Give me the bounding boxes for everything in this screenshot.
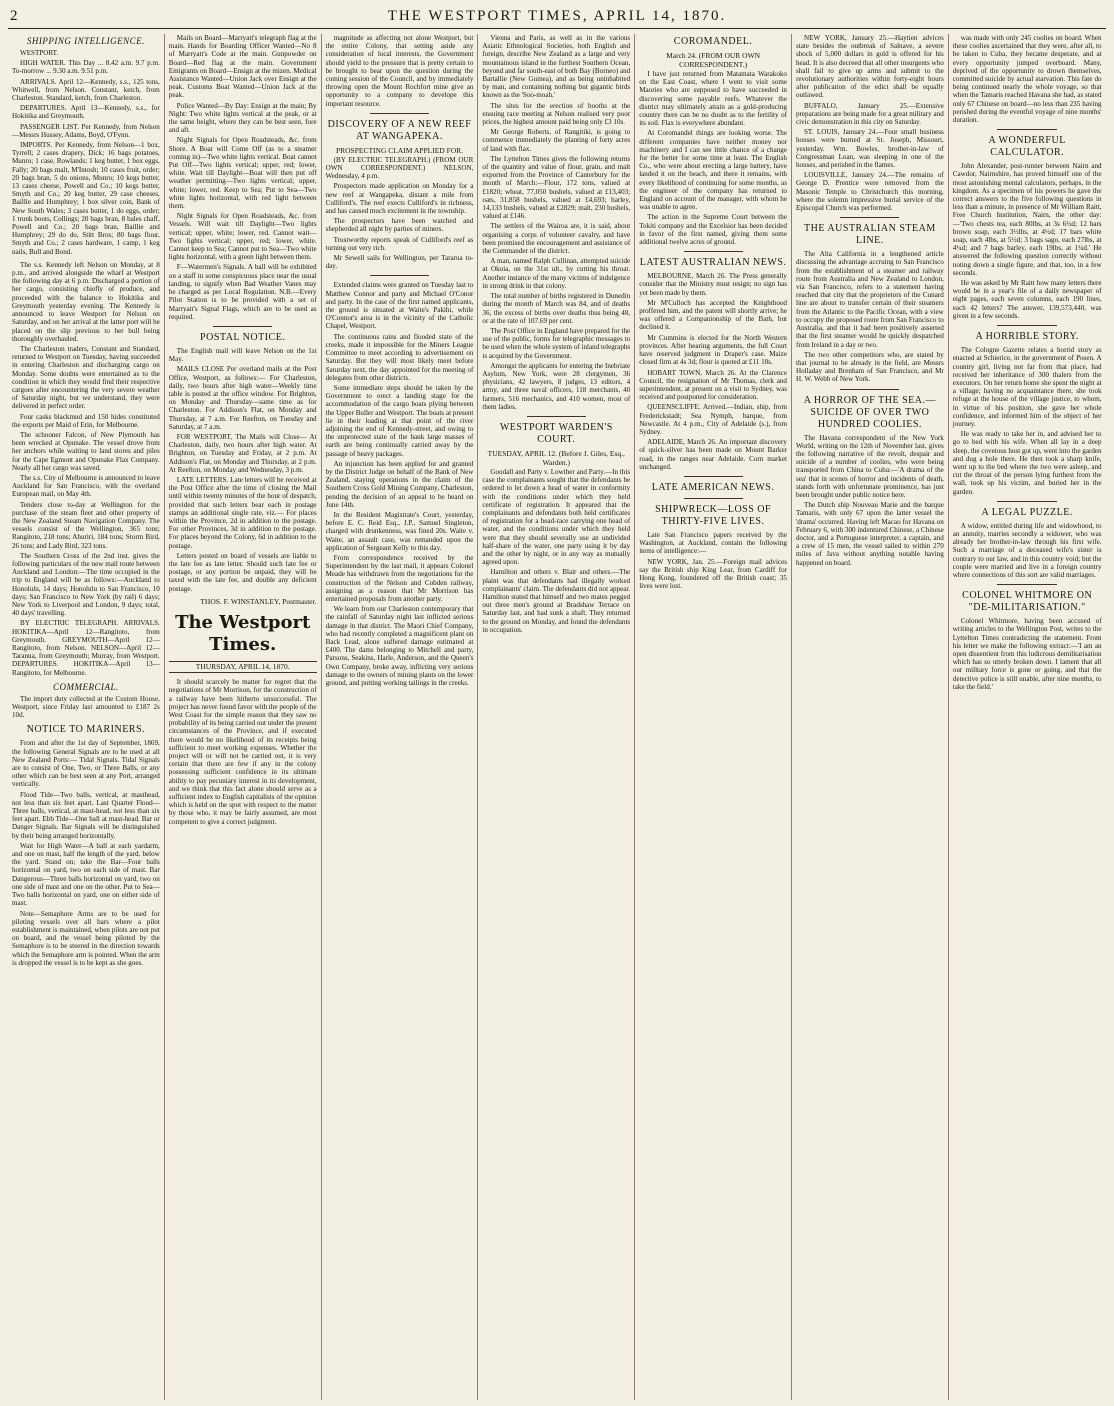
divider xyxy=(840,217,899,218)
article-headline: A WONDERFUL CALCULATOR. xyxy=(988,135,1066,159)
paragraph: The total number of births registered in Dunedin during the month of March was 84, and of deaths 36, the excess of births over deaths thus being 48, or at the rate of 107.69 per cent. xyxy=(482,292,631,325)
paragraph: (BY ELECTRIC TELEGRAPH.) (FROM OUR OWN CORRESPONDENT.) NELSON, Wednesday, 4 p.m. xyxy=(325,155,474,181)
article-headline: POSTAL NOTICE. xyxy=(200,331,286,343)
column-7 xyxy=(949,34,1106,1400)
divider xyxy=(370,113,429,114)
article xyxy=(639,36,787,246)
section-heading: COMMERCIAL. xyxy=(53,681,119,692)
article-headline: LATEST AUSTRALIAN NEWS. xyxy=(639,257,787,269)
article xyxy=(326,281,474,687)
paragraph: The Havana correspondent of the New York World, writing on the 12th of November last, gives the following narrative of the revolt, despair and suicide of a number of coolies, who were being transported from China to Cuba:—'A drama of the sea' that in scenes of horror and incidents of death, stands forth with unfortunate prominence, has just been brought under public notice here. xyxy=(795,433,944,499)
paragraph: Mr M'Culloch has accepted the Knighthood proffered him, and the patent will shortly arrive; he was offered a Companionship of the Bath, but declined it. xyxy=(639,298,787,332)
article xyxy=(639,257,787,471)
divider xyxy=(527,416,586,417)
editorial-dateline: THURSDAY, APRIL 14, 1870. xyxy=(169,661,317,673)
paragraph: Tenders close to-day at Wellington for the purchase of the steam fleet and other property of the New Zealand Steam Navigation Company. The vessels consist of the Wellington, 365 tons; Rangitoto, 218 tons; Ahuriri, 184 tons; Storm Bird, 26 tons; and Lady Bird, 323 tons. xyxy=(12,500,160,550)
section-heading: SHIPPING INTELLIGENCE. xyxy=(26,36,145,46)
article xyxy=(326,34,474,108)
article xyxy=(169,326,317,327)
paragraph: The action in the Supreme Court between the Tokiti company and the Excelsior has been decided in favor of the first named, giving them some additional twelve acres of ground. xyxy=(639,213,787,247)
paragraph: Police Wanted—By Day: Ensign at the main; By Night: Two white lights vertical at the peak, or at the same height, where they can be best seen, fore and aft. xyxy=(168,101,317,135)
article xyxy=(796,217,944,218)
paragraph: HOBART TOWN, March 26. At the Clarence Council, the resignation of Mr Thomas, clerk and superintendent, at present on a visit to Sydney, was received and postponed for consideration. xyxy=(639,368,787,402)
column-2 xyxy=(165,34,322,1400)
paragraph: The English mail will leave Nelson on the 1st May. xyxy=(168,346,317,364)
article xyxy=(953,501,1102,502)
article xyxy=(953,331,1102,496)
article xyxy=(169,661,317,673)
divider xyxy=(997,325,1057,326)
newspaper-title: THE WESTPORT TIMES, APRIL 14, 1870. xyxy=(387,8,727,24)
paragraph: Hamilton and others v. Blair and others.—The plaint was that defendants had illegally worked complainants' claim. The defendants did not appear. Hamilton stated that himself and two mates pegged out three men's ground at Bradshaw Terrace on Saturday last, and had sunk a shaft. They returned to the ground on Monday, and found the defendants in occupation. xyxy=(482,568,631,634)
paragraph: Goodall and Party v. Lowther and Party.—In this case the complainants sought that the defendants be ordered to let down a head of water in conformity with the conditions under which they held certificate of registration. It appeared that the complainants and defendants both held certificates of registration for a head-race carrying one head of water, and the conditions under which they held were that they should severally use an undivided half-share of the water, one party using it by day and the other by night, or in any way as mutually agreed upon. xyxy=(482,467,631,567)
paragraph: Some immediate steps should be taken by the Government to erect a landing stage for the accommodation of the cargo boats plying between the Upper Buller and Westport. The boats at present lie in their loading at that point of the river adjoining the end of Kennedy-street, and owing to the unprotected state of the bank large masses of earth are being continually carried away by the passage of heavy packages. xyxy=(325,383,474,458)
paragraph: magnitude as affecting not alone Westport, but the entire Colony, that setting aside any consideration of local interests, the Government should yield to the pressure that is pretty certain to be brought to bear upon the question during the coming session of the Council, and by immediately throwing open the Mount Rochfort mine give an opportunity to a company to develope this important resource. xyxy=(325,34,474,108)
article xyxy=(953,34,1102,124)
paragraph: The Post Office in England have prepared for the use of the public, forms for telegraphic messages to be used when the whole system of inland telegraphs is acquired by the Government. xyxy=(482,326,631,360)
paragraph: IMPORTS. Per Kennedy, from Nelson—1 box, Tyrrell; 2 cases drapery, Dick; 16 bags potatoes, Munro; 1 case, Rowlands; 1 keg butter, 1 box eggs, Fally; 20 bags malt, M'Intosh; 10 cases fruit, order; 20 bags bran, 5 do onions, Munro; 10 kegs butter, 13 cases cheese, Powell and Co.; 10 kegs butter, Smyth and Co.; 20 keg butter, 29 case cheeses, Baillie and Humphrey; 1 box silver coin, Bank of New South Wales; 3 cases butter, 1 do eggs, order; 1 trunk boots, Collings; 20 bags bran, 8 bales chaff, Powell and Co.; 20 bags bran, Baillie and Humphrey; 29 do do, Stitt Bros; 80 bags flour, Smyth and Co.; 2 cases hardware, 1 camp, 1 keg nails, Bull and Bond. xyxy=(12,141,160,256)
divider xyxy=(997,129,1057,130)
paragraph: ADELAIDE, March 26. An important discovery of quick-silver has been made on Mount Barker road, in the ranges near Adelaide. Corn market unchanged. xyxy=(639,438,787,471)
article xyxy=(953,129,1102,130)
article xyxy=(796,395,944,567)
paragraph: Letters posted on board of vessels are liable to the late fee as late letter. Should such late fee or postage, or any portion be unpaid, they will be taxed with the late fee, and double any deficient postage. xyxy=(168,551,317,593)
paragraph: Note—Semaphore Arms are to be used for piloting vessels over all bars where a pilot establishment is maintained, when pilots are not put on board, and the vessel being piloted by the Semaphore is to be steered in the direction towards which the Semaphore arm is pointed. When the arm is dropped the vessel is to be kept as she goes. xyxy=(12,909,160,967)
column-4 xyxy=(478,34,635,1400)
article-subheading: March 24. (FROM OUR OWN CORRESPONDENT.) xyxy=(666,51,761,69)
divider xyxy=(997,584,1057,585)
paragraph: The import duty collected at the Custom House, Westport, since Friday last amounted to £187 2s 10d. xyxy=(12,694,160,720)
paragraph: The schooner Falcon, of New Plymouth has been wrecked at Opunake. The vessel drove from her anchors while waiting to land stores and piles for the Cape Egmont and Opunake Flax Company. Nearly all her cargo was saved. xyxy=(12,430,160,472)
article xyxy=(953,590,1102,691)
article-subheading: PROSPECTING CLAIM APPLIED FOR. xyxy=(335,145,464,155)
paragraph: He was ready to take her in, and advised her to go to bed with his wife. When all lay in a deep sleep, the covetous host got up, went into the garden and dug a hole there. He then took a sharp knife, went up to the bed where the two were asleep, and cut the throat of the person lying furthest from the wall, took up his victim, and buried her in the garden. xyxy=(952,430,1102,496)
paragraph: Amongst the applicants for entering the Inebriate Asylum, New York, were 28 clergymen, 36 physicians, 42 lawyers, 8 judges, 13 editors, 4 army, and three naval officers, 118 merchants, 40 farmers, 516 mechanics, and 410 women, most of them ladies. xyxy=(482,361,631,411)
article xyxy=(639,504,787,590)
paragraph: A man, named Ralph Cullinan, attempted suicide at Okoia, on the 31st ult., by cutting his throat. Another instance of the many victims of indulgence in strong drink in that colony. xyxy=(482,257,631,290)
paragraph: WESTPORT. xyxy=(20,49,59,57)
divider xyxy=(840,389,899,390)
article xyxy=(169,678,317,826)
divider xyxy=(997,501,1057,502)
article xyxy=(326,275,474,276)
divider xyxy=(684,476,743,477)
article xyxy=(953,584,1102,585)
article xyxy=(169,34,317,321)
article-headline: DISCOVERY OF A NEW REEF AT WANGAPEKA. xyxy=(327,118,472,142)
paragraph: ARRIVALS. April 12—Kennedy, s.s., 125 tons, Whitwell, from Nelson. Constant, ketch, from Charleston. Standard, ketch, from Charleston. xyxy=(12,77,160,103)
paragraph: Mr George Roberts, of Rangitiki, is going to commence immediately the planting of forty acres of land with flax. xyxy=(482,128,631,153)
paragraph: The s.s. Kennedy left Nelson on Monday, at 8 p.m., and arrived alongside the wharf at Westport the following day at 6 p.m. Discharged a portion of her cargo, consisting chiefly of produce, and proceeded with the balance to Hokitika and Greymouth yesterday evening. The Kennedy is announced to leave Westport for Nelson on Saturday, and on her arrival at the latter port will be placed on the slip previous to her bull being thoroughly overhauled. xyxy=(12,260,160,343)
article xyxy=(639,482,787,499)
column-6 xyxy=(792,34,949,1400)
paragraph: BY ELECTRIC TELEGRAPH. ARRIVALS. HOKITIKA—April 12—Rangitoto, from Greymouth. GREYMOUTH—April 12—Rangitoto, from Nelson. NELSON—April 12—Taranua, from Greymouth; Murray, from Westport. DEPARTURES. HOKITIKA—April 13—Rangitoto, for Melbourne. xyxy=(12,619,160,677)
paragraph: HIGH WATER. This Day ... 8.42 a.m. 9.7 p.m. To-morrow ... 9.30 a.m. 9.51 p.m. xyxy=(12,59,160,76)
paragraph: LOUISVILLE, January 24.—The remains of George D. Prentice were removed from the Masonic Temple to Christchurch this morning, where the solemn impressive burial service of the Episcopal Church was performed. xyxy=(795,171,944,213)
article-headline: SHIPWRECK—LOSS OF THIRTY-FIVE LIVES. xyxy=(655,503,772,527)
article xyxy=(796,223,944,383)
column-1 xyxy=(8,34,165,1400)
paragraph: was made with only 245 coolies on board. When these coolies ascertained that they were, after all, to be taken to Cuba, they became desperate, and at every opportunity jumped overboard. Many, deprived of the opportunity to drown themselves, committed suicide by actual starvation. This fate do being continued nearly the whole voyage, so that when the Tamaris reached Havana she had, as stated only 67 Chinese on board—no less than 235 having perished during the eventful voyage of nine months' duration. xyxy=(952,34,1102,125)
article-headline: NOTICE TO MARINERS. xyxy=(26,724,146,736)
paragraph: F—Watermen's Signals. A ball will be exhibited on a staff in some conspicuous place near the usual landing, to signify when Bad Weather Vanes may be charged as per Local Regulation. N.B.—Every Pilot Station is to be provided with a set of Marryatt's Signal Flags, which are to be used as required. xyxy=(168,263,317,321)
article-headline: A LEGAL PUZZLE. xyxy=(981,506,1073,518)
paragraph: NEW YORK, January 25.—Haytien advices state besides the outbreak of Salnave, a severe shock of 5,000 dollars in gold is offered for his head. It is also decreed that all other insurgents who shall fail to give up arms and submit to the revolutionary authorities within forty-eight hours after publication of the edict shall be equally outlawed. xyxy=(795,34,944,100)
article xyxy=(12,682,160,720)
paragraph: The s.s. City of Melbourne is announced to leave Auckland for San Francisco, with the overland European mail, on May 4th. xyxy=(12,473,160,499)
column-5 xyxy=(635,34,792,1400)
article-headline: COLONEL WHITMORE ON "DE-MILITARISATION." xyxy=(962,590,1093,614)
paragraph: MELBOURNE, March 26. The Press generally consider that the Ministry must resign; no sign has yet been made by them. xyxy=(639,272,787,297)
paragraph: The Southern Cross of the 2nd inst. gives the following particulars of the new mail route between Auckland and London:—The time occupied in the trip to England will be as follows:—Auckland to Honolulu, 14 days; Honolulu to San Francisco, 10 days; San Francisco to New York (by rail) 6 days; New York to Liverpool and London, 9 days; total, 40 days' travelling. xyxy=(12,551,160,618)
paragraph: The prospectors have been watched and shepherded all night by parties of miners. xyxy=(325,217,474,234)
paragraph: An injunction has been applied for and granted by the District Judge on behalf of the Bank of New Zealand, staying operations in the claim of the Southern Cross Gold Mining Company, Charleston, pending the decision of an appeal to be heard on June 14th. xyxy=(325,459,474,509)
paragraph: PASSENGER LIST. Per Kennedy, from Nelson—Messrs Hussey, Adams, Boyd, O'Fynn. xyxy=(12,122,160,139)
article xyxy=(169,598,317,606)
article xyxy=(796,389,944,390)
paragraph: I have just returned from Matamata Warakoko on the East Coast, where I went to visit some Maories who are supposed to have succeeded in discovering some payable reefs. Whatever the district may ultimately attain as a gold-producing country there can be no doubt as to the fertility of its soil. Flax is everywhere abundant. xyxy=(639,70,787,128)
article xyxy=(12,261,160,677)
article xyxy=(12,724,160,966)
paragraph: MAILS CLOSE Per overland mails at the Post Office, Westport, as follows:— For Charleston, daily, two hours after high water—Weekly time table is posted at the office window. For Brighton, on Monday and Thursday—same time as for Charleston. For Addison's Flat, on Monday and Thursday, at 7 a.m. For Reefton, on Tuesday and Saturday, at 7 a.m. xyxy=(168,365,317,431)
paragraph: Mr Cummins is elected for the North Western provinces. After hearing arguments, the full Court have reserved judgment in Draper's case. Maize closed firm at 4s 3d; flour is quoted at £11 10s. xyxy=(639,333,787,367)
article-headline: THE AUSTRALIAN STEAM LINE. xyxy=(804,223,936,247)
paragraph: Prospectors made application on Monday for a new reef at Wangapeka, distant a mile from Culliford's. The reef exects Culliford's in richness, and has caused much excitement in the township. xyxy=(325,182,474,216)
article xyxy=(482,34,630,411)
paragraph: We learn from our Charleston contemporary that the rainfall of Saturday night last inflicted serious damage in that district. The Maori Chief Company, who had recently completed a magnificent plant on Back Lead, alone suffered damage estimated at £400. The dams belonging to Mitchell and party, Parsons, Seakins, Harle, Anderson, and the Queen's Own Company, broke away, inflicting very serious damage to the owners of mining plants on the lower ground, and putting working tailings in the creeks. xyxy=(325,605,474,688)
paragraph: Mails on Board—Marryatt's telegraph flag at the main. Hands for Boarding Officer Wanted—No 8 of Marryatt's Code at the main. Gunpowder on Board—Red flag at the main. Government Emigrants on Board—Ensign at the mizen. Medical Assistance Wanted—Union Jack over Ensign at the peak. Customs Boat Wanted—Union Jack at the peak. xyxy=(168,34,317,100)
article-headline: COROMANDEL. xyxy=(673,36,753,47)
paragraph: QUEENSCLIFFE. Arrived.—Indian, ship, from Frederickstadt; Sea Nymph, barque, from Newcastle. At 4 p.m., City of Adelaide (s.), from Sydney. xyxy=(639,403,787,436)
paragraph: The continuous rains and flooded state of the creeks, made it impossible for the Miners League Committee to meet according to advertisement on Saturday. But they will most likely meet before Saturday next, the day appointed for the meeting of delegates from other districts. xyxy=(325,332,474,382)
paragraph: DEPARTURES. April 13—Kennedy, s.s., for Hokitika and Greymouth. xyxy=(12,104,160,121)
paragraph: Night Signals for Open Roadsteads, &c. from Vessels. Will wait till Daylight—Two lights vertical; upper, white; lower, red. Cannot wait—Two lights vertical; upper, red; lower, white. Cannot keep to Sea; Cannot put to Sea—Two white lights horizontal, with a green light between them. xyxy=(168,212,317,262)
paragraph: BUFFALO, January 25.—Extensive preparations are being made for a great military and civic demonstration in this city on Saturday. xyxy=(795,101,944,127)
article xyxy=(953,325,1102,326)
column-3 xyxy=(322,34,479,1400)
masthead xyxy=(8,6,1106,29)
paragraph: Late San Francisco papers received by the Washington, at Auckland, contain the following items of intelligence:— xyxy=(639,530,787,556)
editorial-nameplate: The Westport Times. xyxy=(175,612,311,655)
paragraph: Four casks blackmud and 150 hides constituted the exports per Maid of Erin, for Melbourne. xyxy=(12,412,160,429)
article-subheading: TUESDAY, APRIL 12. (Before J. Giles, Esq., Warden.) xyxy=(487,448,625,467)
page-number: 2 xyxy=(10,8,18,24)
paragraph: At Coromandel things are looking worse. The different companies have neither money nor machinery and I can see little chance of a change for the better for some time at least. The English Co., who were about erecting a large battery, have landed it on the beach, and there it remains, with every likelihood of continuing for some months, as the engineer of the company has returned to England on account of the manager, with whom he was unable to agree. xyxy=(639,129,787,212)
signature: THOS. F. WINSTANLEY, Postmaster. xyxy=(200,596,317,606)
article xyxy=(639,251,787,252)
article xyxy=(12,36,160,256)
paragraph: Flood Tide—Two balls, vertical, at masthead, not less than six feet apart. Last Quarter Flood—Three balls, vertical, at mast-head, not less than six feet apart. Ebb Tide—One ball at mast-head. Bar or Danger Signals. Bar Signals will be distinguished by their being arranged horizontally. xyxy=(12,790,160,840)
paragraph: He was asked by Mr Raitt how many letters there would be in a year's file of a daily newspaper of eight pages, each seven columns, each 190 lines, each 42 letters? The answer, 139,573,440, was given in a few seconds. xyxy=(952,279,1102,320)
divider xyxy=(684,498,743,499)
paragraph: ST. LOUIS, January 24.—Four small business houses were burned at St. Joseph, Missouri, yesterday. Wm. Bowles, brother-in-law of Congressman Loan, was sleeping in one of the houses, and perished in the flames. xyxy=(795,128,944,170)
divider xyxy=(213,326,272,327)
paragraph: The two other competitors who, are stated by that journal to be already in the field, are Messrs Holladay and Brenham of San Francisco, and Mr H. W. Webb of New York. xyxy=(795,350,944,384)
article xyxy=(326,113,474,114)
paragraph: Night Signals for Open Roadsteads, &c. from Shore. A Boat will Come Off (as to a steamer coming in)—Two white lights vertical. Boat cannot Put Off—Two lights vertical; upper, red; lower, white. Wait till Daylight—Boat will then put off weather permitting—Two lights vertical; upper, white; lower, red. Keep to Sea; Put to Sea—Two white lights horizontal, with red light between them. xyxy=(168,136,317,211)
paragraph: Extended claims were granted on Tuesday last to Matthew Connor and party and Michael O'Conor and party. In the case of the first named applicants, the ground is situated at Waite's Pakihi, while O'Connor's area is in the vicinity of the Catholic Chapel, Westport. xyxy=(325,281,474,331)
article xyxy=(326,119,474,271)
paragraph: The settlers of the Wairoa are, it is said, about organising a corps of volunteer cavalry, and have been promised the encouragement and assistance of the Commander of the district. xyxy=(482,222,631,256)
paragraph: The sites for the erection of booths at the ensuing race meeting at Nelson realised very poor prices, the highest amount paid being only £3 10s. xyxy=(482,101,631,127)
paragraph: Vienna and Paris, as well as in the various Asiatic Ethnological Societies, both English and foreign, describe New Zealand as a large and very mountainous island in the furthest Southern Ocean, beyond and far south-east of both Bay (Borneo) and Bartallie (New Guinea), and as being uninhabited by man, and containing nothing but gigantic birds known as the 'Soo-moah.' xyxy=(482,34,631,100)
paragraph: LATE LETTERS. Late letters will be received at the Post Office after the time of closing the Mail until within twenty minutes of the hour of despatch, provided that such letters bear each in postage stamps an additional single rate, viz.— For places within the Province, 2d in addition to the postage. For other Provinces, 3d in addition to the postage. For places beyond the Colony, 6d in addition to the postage. xyxy=(168,475,317,550)
paragraph: In the Resident Magistrate's Court, yesterday, before E. C. Reid Esq., J.P., Samuel Singleton, charged with drunkenness, was fined 20s. Waite v. Waite, an assault case, was remanded upon the application of Sergeant Kelly to this day. xyxy=(325,510,474,552)
paragraph: The Dutch ship Nouveau Marie and the barque Tamaris, with only 67 upon the latter vessel the 'drama' occurred. Having left Macao for Havana on February 6, with 300 indentured Chinese, a Chinese doctor, and a Portuguese interpreter, a captain, and a crew of 15 men, the vessel sailed to within 270 miles of Java without anything notable having happened on board. xyxy=(795,501,944,567)
paragraph: The Charleston traders, Constant and Standard, returned to Westport on Tuesday, having succeeded in entering Charleston and discharging cargo on Monday. Some doubts were entertained as to the condition in which they would find their respective cargoes after encountering the very severe weather of Saturday night, but we understand, they were delivered in perfect order. xyxy=(12,344,160,411)
article xyxy=(482,422,630,634)
article xyxy=(953,507,1102,579)
paragraph: John Alexander, post-runner between Nairn and Cawdor, Nairnshire, has proved himself one of the most astonishing mental calculators, perhaps, in the kingdom. As a specimen of his powers he gave the correct answers to the five following questions in less than a minute, in presence of Mr William Raitt, Free Church Institution, Nairn, the other day:—'Two chests tea, each 80lbs, at 3s 6½d; 12 bars brown soap, each 3½lbs, at 4½d; 17 bars white soap, each 4lbs, at 5½d; 3 bags sago, each 27lbs, at 4¼d; and 7 bags barley, each 19lbs, at 1¼d.' He answered the following question correctly without noting down a single figure, and that, too, in a few seconds. xyxy=(952,162,1102,277)
paragraph: The Cologne Gazette relates a horrid story as enacted at Schierice, in the government of Posen. A country girl, living not far from that place, had received her inheritance of 300 thalers from the executors. On her return home she spent the night at a village; having no acquaintance there, she took refuge at the house of the village justice, to whom, in virtue of his position, she gave her whole confidence, and informed him of the object of her journey. xyxy=(952,346,1102,428)
article-headline: A HORROR OF THE SEA.—SUICIDE OF OVER TWO HUNDRED COOLIES. xyxy=(803,394,937,430)
article xyxy=(953,135,1102,320)
paragraph: The Lyttelton Times gives the following returns of the quantity and value of flour, grain, and malt exported from the Province of Canterbury for the month of March:—Flour, 172 tons, valued at £1820; wheat, 77,050 bushels, valued at £13,403; oats, 31,858 bushels, valued at £4,693; barley, 14,133 bushels, valued at £2829; malt, 230 bushels, valued at £146. xyxy=(482,154,631,221)
article xyxy=(796,34,944,212)
paragraph: From and after the 1st day of September, 1869, the following General Signals are to be used at all New Zealand Ports:— Tidal Signals. Tidal Signals are to consist of One, Two, or Three Balls, or any other which can be best seen at any Port, arranged vertically. xyxy=(12,739,160,789)
article xyxy=(639,476,787,477)
paragraph: Wait for High Water—A ball at each yardarm, and one on mast, half the length of the yard, below the yard. Stand on; take the Bar—Four balls horizontal on yard, two on each side of mast. Bar Dangerous—Three balls horizontal on yard, two on one side of mast and one on the other. Put to Sea—Two balls horizontal on yard, one on either side of mast. xyxy=(12,841,160,908)
paragraph: A widow, entitled during life and widowhood, to an annuity, marries secondly a widower, who was already her brother-in-law through his first wife. Such a marriage of a deceased wife's sister is contrary to our law, and in this country void; but the couple were married and live in a foreign country where connections of this sort are valid marriages. xyxy=(952,521,1102,579)
paragraph: The Alta California in a lengthened article discussing the advantage accruing to San Francisco from the establishment of a steamer and railway route from Australia and New Zealand to London, via San Francisco, refers to a statement having reached that city that the proprietors of the Cunard line are about to transfer certain of their steamers from the Atlantic to the Pacific Ocean, with a view to occupy the proposed route from San Francisco to Australia, and that it had been positively asserted that the first steamer would be quickly despatched from Ireland in a day or two. xyxy=(795,250,944,349)
article-headline: WESTPORT WARDEN'S COURT. xyxy=(499,421,613,445)
paragraph: FOR WESTPORT, The Mails will Close— At Charleston, daily, two hours after high water. At Brighton, on Tuesday and Friday, at 2 p.m. At Addison's Flat, on Monday and Thursday, at 2 p.m. At Reefton, on Monday and Wednesday, 3 p.m. xyxy=(168,432,317,474)
paragraph: Mr Sewell sails for Wellington, per Tararua to-day. xyxy=(325,254,474,271)
divider xyxy=(370,275,429,276)
article xyxy=(482,416,630,417)
paragraph: NEW YORK, Jan. 25.—Foreign mail advices say the British ship King Lear, from Cardiff for Hong Kong, foundered off the British coast; 35 lives were lost. xyxy=(639,557,787,591)
paragraph: Trustworthy reports speak of Culliford's reef as turning out very rich. xyxy=(325,235,474,252)
article-headline: A HORRIBLE STORY. xyxy=(975,331,1079,343)
article-headline: LATE AMERICAN NEWS. xyxy=(651,481,775,493)
paragraph: From correspondence received by the Superintendent by the last mail, it appears Colonel Meade has withdrawn from the negotiations for the construction of the Nelson and Cobden railway, assigning as a reason that Mr Morrison has entertained proposals from another party. xyxy=(325,553,474,603)
article xyxy=(169,332,317,593)
paragraph: It should scarcely be matter for regret that the negotiations of Mr Morrison, for the construction of a railway have been hitherto unsuccessful. The project has never found favor with the people of the West Coast for the simple reason that they saw no probability of its being carried out under the present circumstances of the Province, and if executed there would be no likelihood of its receipts being sufficient to meet working expenses. Whether the project will or will not be carried out, it is very certain that there are few if any in the colony possessing sufficient confidence in its ultimate ability to pay pecuniary interest in its development, and we think that this fact alone should serve as a sufficient index to English capitalists of the opinion which is held on the spot with respect to the matter by those who, it may be fairly assumed, are most competent to give a correct judgment. xyxy=(168,678,317,826)
divider xyxy=(684,251,743,252)
article xyxy=(169,612,317,656)
paragraph: Colonel Whitmore, having been accused of writing articles to the Wellington Post, writes to the Lyttelton Times contradicting the statement. From his letter we make the following extract:—'I am an open dissentient from this ludicrous demilitarisation which has so utterly broken down. I lament that all our military force is gone or going, and that the detective police is still unable, after nine months, to take the field.' xyxy=(952,617,1102,691)
columns-container xyxy=(8,34,1106,1400)
